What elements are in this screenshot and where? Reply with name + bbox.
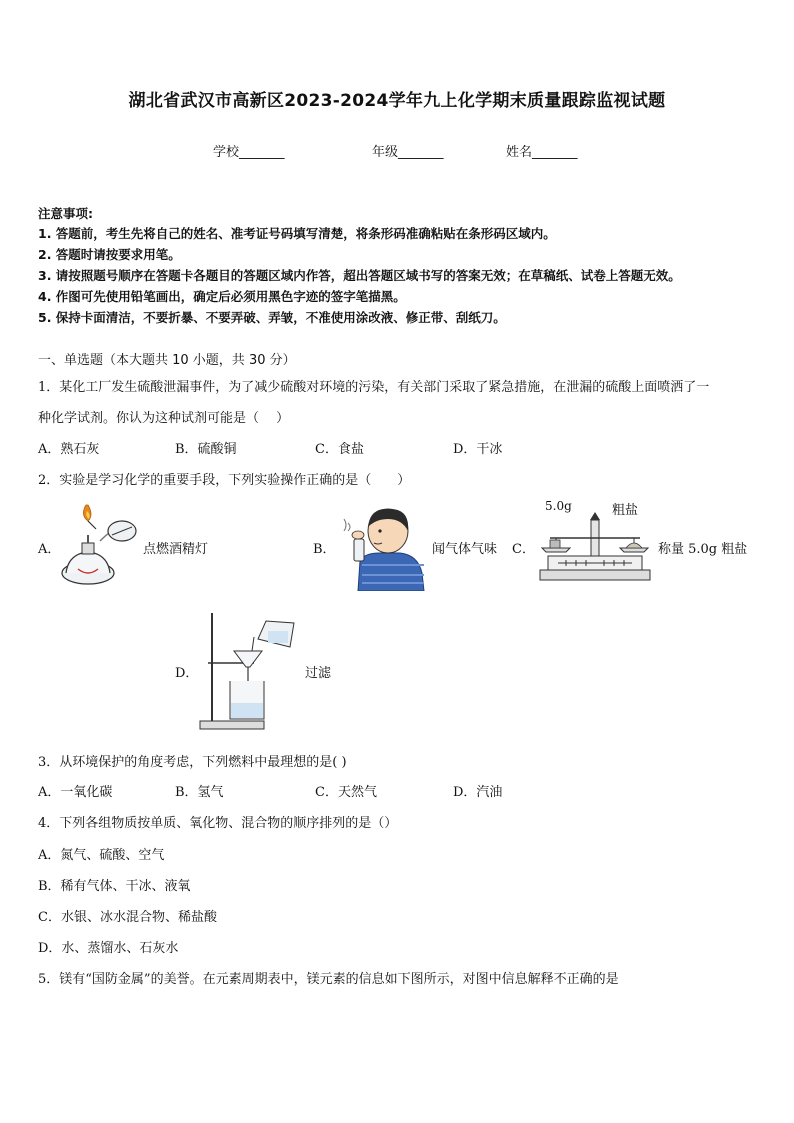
page-title: 湖北省武汉市高新区2023-2024学年九上化学期末质量跟踪监视试题: [128, 91, 666, 111]
q2-option-b-letter: B．: [313, 542, 336, 557]
q2-option-c-letter: C．: [512, 542, 535, 557]
q2-option-d-caption: 过滤: [305, 666, 332, 681]
question-3-stem: 3．从环境保护的角度考虑，下列燃料中最理想的是( ): [38, 755, 347, 770]
alcohol-lamp-illustration: [58, 497, 142, 589]
section-heading: 一、单选题（本大题共 10 小题，共 30 分）: [38, 353, 296, 368]
q2-option-a-caption: 点燃酒精灯: [143, 542, 209, 557]
q3-option-d: D．汽油: [453, 785, 503, 800]
balance-illustration: [536, 512, 654, 584]
question-1-stem: 1．某化工厂发生硫酸泄漏事件，为了减少硫酸对环境的污染，有关部门采取了紧急措施，在泄漏的硫酸上面喷洒了一: [38, 380, 710, 395]
notes-heading: 注意事项:: [38, 206, 93, 221]
note-item: 4. 作图可先使用铅笔画出，确定后必须用黑色字迹的签字笔描黑。: [38, 289, 406, 304]
q4-option-d: D．水、蒸馏水、石灰水: [38, 941, 179, 956]
balance-salt-label: 粗盐: [612, 503, 639, 518]
school-field: 学校_______: [213, 145, 285, 160]
q4-option-a: A．氮气、硫酸、空气: [38, 848, 165, 863]
question-1-stem-cont: 种化学试剂。你认为这种试剂可能是（ ）: [38, 411, 290, 426]
q4-option-b: B．稀有气体、干冰、液氧: [38, 879, 191, 894]
name-field: 姓名_______: [506, 145, 578, 160]
note-item: 5. 保持卡面清洁，不要折暴、不要弄破、弄皱，不准使用涂改液、修正带、刮纸刀。: [38, 310, 506, 325]
question-4-stem: 4．下列各组物质按单质、氧化物、混合物的顺序排列的是（）: [38, 816, 398, 831]
q2-option-c-caption: 称量 5.0g 粗盐: [658, 542, 748, 557]
q4-option-c: C．水银、冰水混合物、稀盐酸: [38, 910, 217, 925]
question-5-stem: 5．镁有“国防金属”的美誉。在元素周期表中，镁元素的信息如下图所示，对图中信息解释不正确的是: [38, 972, 619, 987]
q3-option-a: A．一氧化碳: [38, 785, 113, 800]
grade-field: 年级_______: [372, 145, 444, 160]
balance-weight-label: 5.0g: [545, 499, 572, 513]
smelling-gas-illustration: [340, 503, 426, 591]
note-item: 3. 请按照题号顺序在答题卡各题目的答题区域内作答，超出答题区域书写的答案无效；在草稿纸、试卷上答题无效。: [38, 268, 681, 283]
q1-option-c: C．食盐: [315, 442, 364, 457]
q2-option-a-letter: A．: [38, 542, 61, 557]
note-item: 1. 答题前，考生先将自己的姓名、准考证号码填写清楚，将条形码准确粘贴在条形码区域内。: [38, 226, 556, 241]
q2-option-b-caption: 闻气体气味: [432, 542, 498, 557]
q1-option-d: D．干冰: [453, 442, 503, 457]
q1-option-a: A．熟石灰: [38, 442, 100, 457]
filtration-illustration: [198, 607, 302, 733]
q1-option-b: B．硫酸铜: [175, 442, 237, 457]
q3-option-c: C．天然气: [315, 785, 377, 800]
note-item: 2. 答题时请按要求用笔。: [38, 247, 181, 262]
question-2-stem: 2．实验是学习化学的重要手段，下列实验操作正确的是（ ）: [38, 473, 411, 488]
q2-option-d-letter: D．: [175, 666, 199, 681]
q3-option-b: B．氢气: [175, 785, 224, 800]
